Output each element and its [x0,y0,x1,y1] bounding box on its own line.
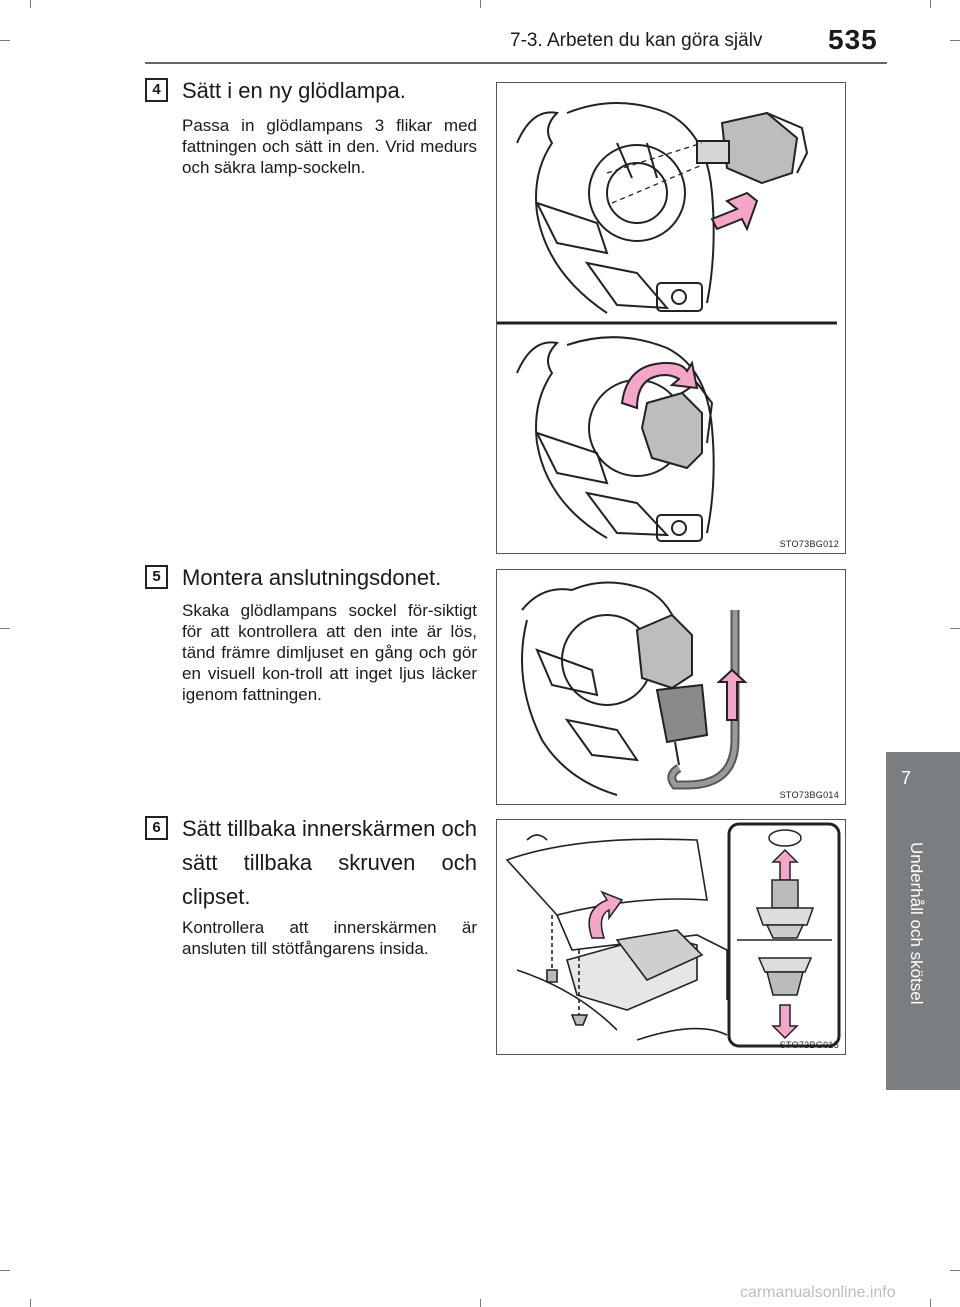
crop-mark [950,1270,960,1271]
step-5-badge: 5 [145,565,168,589]
chapter-label: Underhåll och skötsel [907,842,926,1005]
crop-mark [30,1299,31,1307]
crop-mark [480,1299,481,1307]
crop-mark [930,1299,931,1307]
step-6-title: Sätt tillbaka innerskärmen och sätt tillbaka skruven och clipset. [182,816,477,909]
section-title: 7-3. Arbeten du kan göra själv [510,30,763,51]
bulb-insert-illustration [497,83,845,553]
crop-mark [480,0,481,8]
figure-inner-fender [496,819,846,1055]
figure-code: STO73BG014 [779,790,839,800]
figure-bulb-insert [496,82,846,554]
crop-mark [950,628,960,629]
step-4-title: Sätt i en ny glödlampa. [182,78,406,103]
header-divider [145,62,887,64]
crop-mark [930,0,931,8]
step-5-body: Skaka glödlampans sockel för-siktigt för att kontrollera att den inte är lös, tänd främre dimljuset en gång och gör en visuell kon-troll att inget ljus läcker igenom fattningen. [182,601,477,704]
figure-code: STO73BG015 [779,1040,839,1050]
chapter-number: 7 [900,768,911,788]
chapter-tab [886,752,960,830]
page-number: 535 [828,24,878,55]
footer-watermark: carmanualsonline.info [740,1284,896,1301]
connector-illustration [497,570,845,804]
step-6-body: Kontrollera att innerskärmen är ansluten till stötfångarens insida. [182,918,477,958]
crop-mark [0,40,10,41]
crop-mark [0,628,10,629]
step-4-badge: 4 [145,78,168,102]
crop-mark [950,40,960,41]
step-5-title: Montera anslutningsdonet. [182,565,442,590]
step-4-body: Passa in glödlampans 3 flikar med fattningen och sätt in den. Vrid medurs och säkra lamp-sockeln. [182,116,477,177]
inner-fender-illustration [497,820,845,1054]
crop-mark [0,1270,10,1271]
crop-mark [30,0,31,8]
figure-connector [496,569,846,805]
step-6-badge: 6 [145,816,168,840]
figure-code: STO73BG012 [779,539,839,549]
